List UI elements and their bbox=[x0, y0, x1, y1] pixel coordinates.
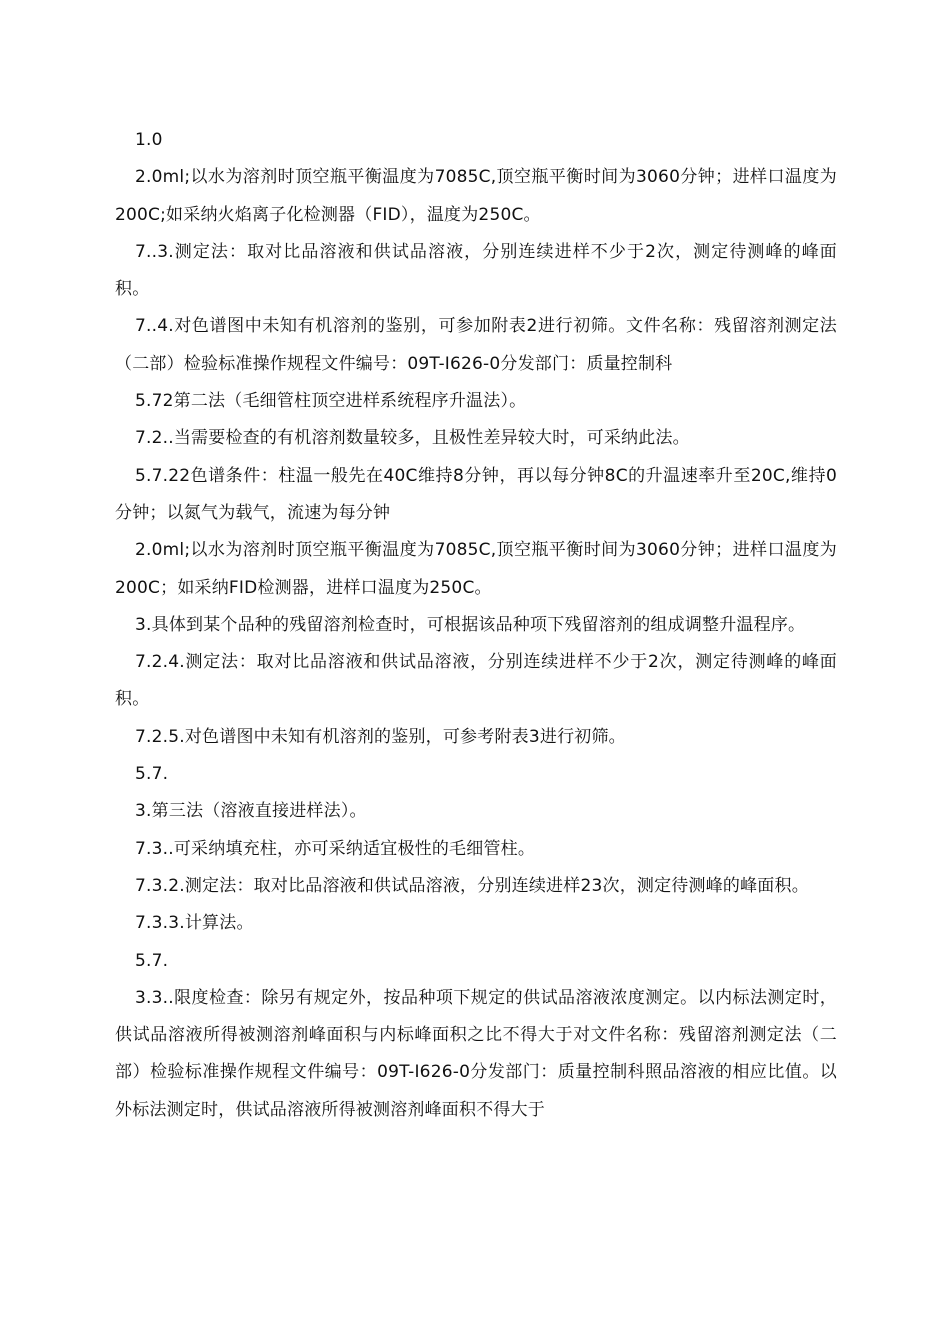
paragraph-4: 7..4.对色谱图中未知有机溶剂的鉴别，可参加附表2进行初筛。文件名称：残留溶剂测定法（二部）检验标准操作规程文件编号：09T-I626-0分发部门：质量控制科 bbox=[115, 316, 837, 374]
paragraph-7: 5.7.22色谱条件：柱温一般先在40C维持8分钟，再以每分钟8C的升温速率升至20C,维持0分钟；以氮气为载气，流速为每分钟 bbox=[115, 465, 837, 523]
paragraph-6: 7.2..当需要检查的有机溶剂数量较多，且极性差异较大时，可采纳此法。 bbox=[135, 428, 690, 449]
paragraph-12: 5.7. bbox=[135, 764, 169, 785]
paragraph-15: 7.3.2.测定法：取对比品溶液和供试品溶液，分别连续进样23次，测定待测峰的峰面积。 bbox=[135, 875, 809, 896]
paragraph-5: 5.72第二法（毛细管柱顶空进样系统程序升温法）。 bbox=[135, 391, 527, 412]
paragraph-11: 7.2.5.对色谱图中未知有机溶剂的鉴别，可参考附表3进行初筛。 bbox=[135, 726, 626, 747]
paragraph-9: 3.具体到某个品种的残留溶剂检查时，可根据该品种项下残留溶剂的组成调整升温程序。 bbox=[135, 614, 806, 635]
paragraph-18: 3.3..限度检查：除另有规定外，按品种项下规定的供试品溶液浓度测定。以内标法测定时，供试品溶液所得被测溶剂峰面积与内标峰面积之比不得大于对文件名称：残留溶剂测定法（二部）检验标准操作规程文件编号：09T-I626-0分发部门：质量控制科照品溶液的相应比值。以外标法测定时，供试品溶液所得被测溶剂峰面积不得大于 bbox=[115, 987, 837, 1120]
paragraph-3: 7..3.测定法：取对比品溶液和供试品溶液，分别连续进样不少于2次，测定待测峰的峰面积。 bbox=[115, 241, 837, 300]
paragraph-10: 7.2.4.测定法：取对比品溶液和供试品溶液，分别连续进样不少于2次，测定待测峰的峰面积。 bbox=[115, 652, 837, 710]
paragraph-2: 2.0ml;以水为溶剂时顶空瓶平衡温度为7085C,顶空瓶平衡时间为3060分钟；进样口温度为200C;如采纳火焰离子化检测器（FID），温度为250C。 bbox=[115, 167, 837, 225]
paragraph-17: 5.7. bbox=[135, 950, 169, 971]
paragraph-8: 2.0ml;以水为溶剂时顶空瓶平衡温度为7085C,顶空瓶平衡时间为3060分钟；进样口温度为200C；如采纳FID检测器，进样口温度为250C。 bbox=[115, 540, 837, 598]
paragraph-1: 1.0 bbox=[135, 130, 163, 150]
paragraph-14: 7.3..可采纳填充柱，亦可采纳适宜极性的毛细管柱。 bbox=[135, 838, 536, 859]
paragraph-13: 3.第三法（溶液直接进样法）。 bbox=[135, 801, 367, 822]
paragraph-16: 7.3.3.计算法。 bbox=[135, 913, 254, 934]
document-body bbox=[115, 122, 837, 1129]
